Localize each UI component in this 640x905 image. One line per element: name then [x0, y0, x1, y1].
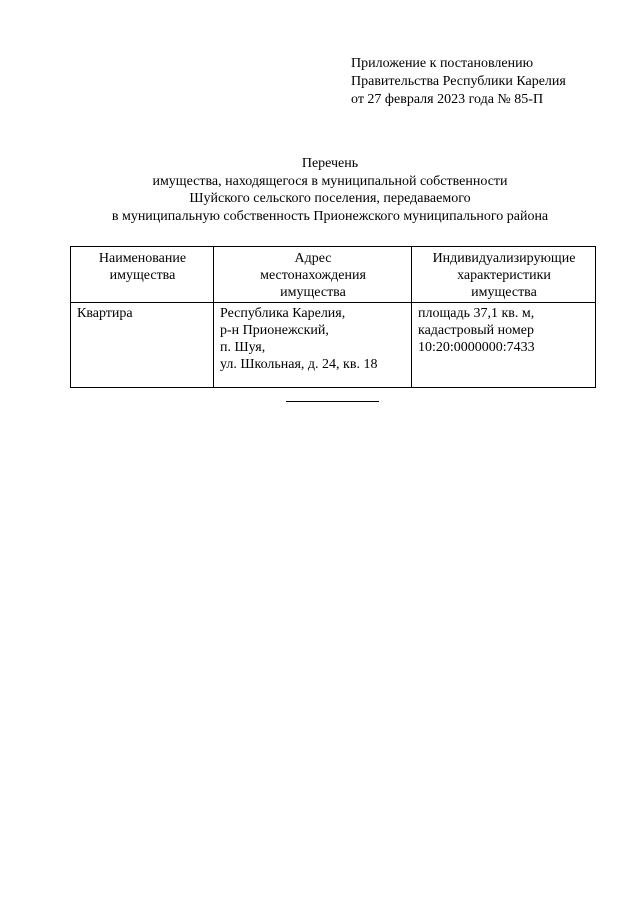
document-title: [60, 155, 600, 225]
column-header-name: [71, 247, 214, 303]
table-row: [71, 303, 596, 388]
title-line: Шуйского сельского поселения, передаваемого: [189, 191, 471, 206]
cell-text: кадастровый номер: [418, 323, 534, 338]
column-header-characteristics: [412, 247, 596, 303]
header-text: Индивидуализирующие: [432, 251, 576, 266]
appendix-header: [351, 55, 566, 109]
cell-text: Квартира: [77, 306, 133, 321]
table-header-row: [71, 247, 596, 303]
cell-text: 10:20:0000000:7433: [418, 340, 535, 355]
column-header-address: [214, 247, 412, 303]
cell-text: ул. Школьная, д. 24, кв. 18: [220, 357, 378, 372]
header-text: характеристики: [457, 268, 551, 283]
header-text: Наименование: [98, 251, 187, 266]
appendix-line: от 27 февраля 2023 года № 85-П: [351, 92, 544, 107]
document-end-line: [286, 401, 379, 402]
cell-characteristics: [412, 303, 596, 388]
header-text: имущества: [471, 285, 537, 300]
appendix-line: Правительства Республики Карелия: [351, 74, 566, 89]
cell-text: р-н Прионежский,: [220, 323, 329, 338]
cell-text: п. Шуя,: [220, 340, 266, 355]
appendix-line: Приложение к постановлению: [351, 56, 534, 71]
header-text: имущества: [109, 268, 176, 283]
title-line: в муниципальную собственность Прионежского муниципального района: [111, 208, 549, 224]
cell-address: [214, 303, 412, 388]
cell-text: площадь 37,1 кв. м,: [418, 306, 535, 321]
header-text: имущества: [280, 285, 346, 300]
title-line: имущества, находящегося в муниципальной собственности: [152, 173, 508, 189]
title-line: Перечень: [301, 156, 359, 171]
header-text: местонахождения: [260, 268, 366, 283]
property-table: [70, 246, 596, 388]
cell-name: [71, 303, 214, 388]
header-text: Адрес: [294, 251, 332, 266]
cell-text: Республика Карелия,: [220, 306, 346, 321]
